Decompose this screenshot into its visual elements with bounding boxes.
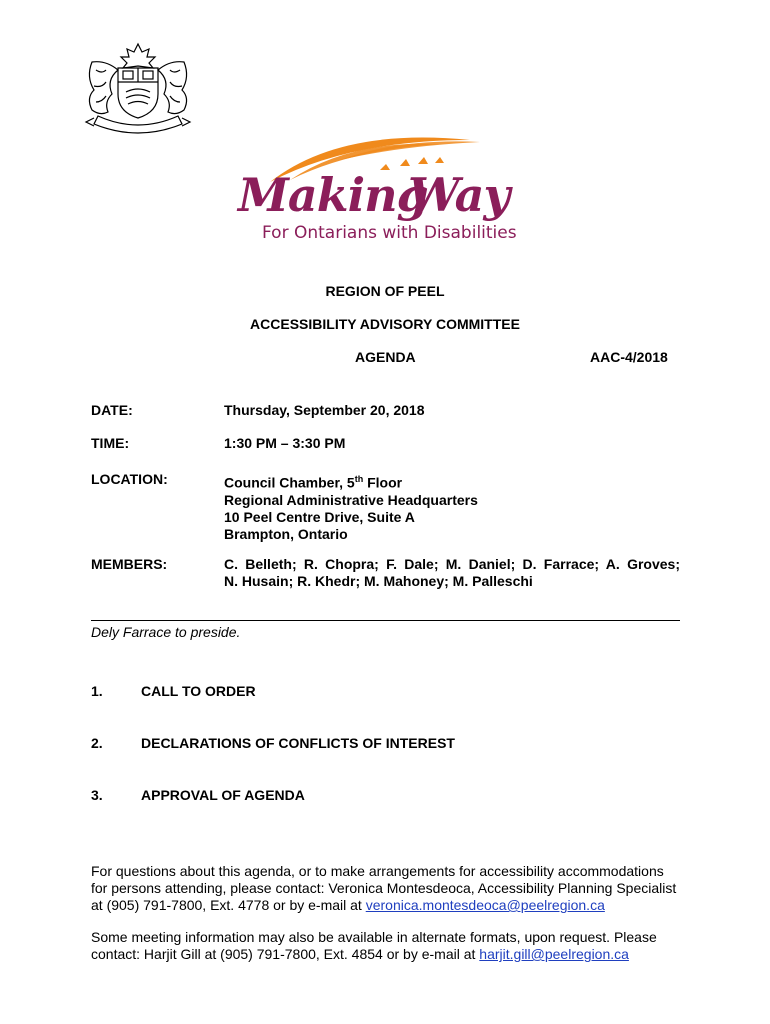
divider — [91, 620, 680, 621]
brand-word-making: Making — [238, 168, 428, 222]
location-label: LOCATION: — [91, 471, 168, 487]
item-declarations: DECLARATIONS OF CONFLICTS OF INTEREST — [141, 735, 455, 751]
time-label: TIME: — [91, 435, 130, 451]
item-number: 1. — [91, 683, 103, 699]
date-label: DATE: — [91, 402, 133, 418]
contact-paragraph: For questions about this agenda, or to make arrangements for accessibility accommodations for persons attending, please contact: Veronica Montesdeoca, Accessibility Planning Specialist at (905) 791-7800, Ext. 4778 or by e-mail at veronica.montesdeoca@peelregion.ca — [91, 863, 677, 913]
agenda-code: AAC-4/2018 — [590, 349, 668, 365]
region-crest-logo — [82, 42, 194, 136]
logo-tagline: For Ontarians with Disabilities — [262, 223, 517, 243]
email-link-veronica[interactable]: veronica.montesdeoca@peelregion.ca — [365, 897, 605, 913]
org-name: REGION OF PEEL — [325, 283, 445, 299]
time-value: 1:30 PM – 3:30 PM — [224, 435, 346, 451]
brand-word-way: Way — [408, 168, 510, 222]
item-number: 2. — [91, 735, 103, 751]
preside-note: Dely Farrace to preside. — [91, 624, 241, 640]
alternate-formats-paragraph: Some meeting information may also be available in alternate formats, upon request. Please contact: Harjit Gill at (905) 791-7800, Ext. 4854 or by e-mail at harjit.gill@peelregion.ca — [91, 929, 657, 962]
committee-name: ACCESSIBILITY ADVISORY COMMITTEE — [250, 316, 520, 332]
members-value: C. Belleth; R. Chopra; F. Dale; M. Daniel; D. Farrace; A. Groves; N. Husain; R. Khedr; M. Mahoney; M. Palleschi — [224, 556, 680, 589]
item-number: 3. — [91, 787, 103, 803]
location-value: Council Chamber, 5th Floor Regional Administrative Headquarters 10 Peel Centre Drive, Suite A Brampton, Ontario — [224, 474, 478, 542]
date-value: Thursday, September 20, 2018 — [224, 402, 425, 418]
agenda-title: AGENDA — [355, 349, 416, 365]
members-label: MEMBERS: — [91, 556, 168, 572]
making-way-logo — [230, 130, 530, 245]
item-approval-of-agenda: APPROVAL OF AGENDA — [141, 787, 305, 803]
email-link-harjit[interactable]: harjit.gill@peelregion.ca — [479, 946, 629, 962]
item-call-to-order: CALL TO ORDER — [141, 683, 256, 699]
